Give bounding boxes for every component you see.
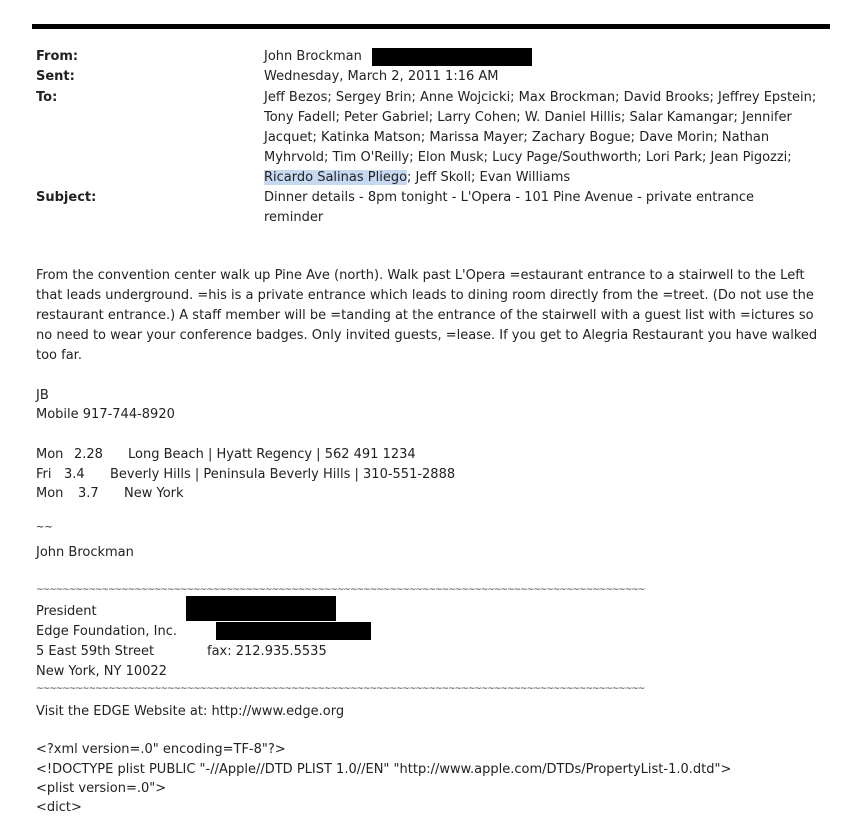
xml-line: <dict> [36,800,82,815]
to-line [264,168,824,188]
signature-street: 5 East 59th Street [36,644,155,659]
to-recipients [264,88,824,188]
schedule-date: 3.7 [78,486,99,501]
body-paragraph [36,266,826,366]
paragraph-line: restaurant entrance.) A staff member will be =tanding at the entrance of the stairwell with a guest list with =ictures so [36,308,814,323]
from-label: From: [36,49,79,64]
signature-city: New York, NY 10022 [36,664,167,679]
signature-title: President [36,604,97,619]
subject-line: reminder [264,210,324,225]
signature-org: Edge Foundation, Inc. [36,624,178,639]
schedule-place: Beverly Hills | Peninsula Beverly Hills | 310-551-2888 [110,467,456,482]
paragraph-line: no need to wear your conference badges. Only invited guests, =lease. If you get to Alegria Restaurant you have walked [36,328,818,343]
sender-name: John Brockman [36,545,134,560]
paragraph-line: too far. [36,348,82,363]
highlighted-recipient: Ricardo Salinas Pliego [264,170,408,185]
mobile-number: Mobile 917-744-8920 [36,407,175,422]
redaction-box [186,596,336,621]
schedule-place: New York [124,486,184,501]
paragraph-line: From the convention center walk up Pine Ave (north). Walk past L'Opera =estaurant entrance to a stairwell to the Left [36,268,805,283]
paragraph-line: that leads underground. =his is a private entrance which leads to dining room directly from the =treet. (Do not use the [36,288,814,303]
sent-value: Wednesday, March 2, 2011 1:16 AM [264,69,499,84]
tilde-divider: ~~~~~~~~~~~~~~~~~~~~~~~~~~~~~~~~~~~~~~~~~~~~~~~~~~~~~~~~~~~~~~~~~~~~~~~~~~~~~~~~~~~~~~~~~~~~~ [36,585,645,595]
to-line: Jeff Bezos; Sergey Brin; Anne Wojcicki; Max Brockman; David Brooks; Jeffrey Epstein; [264,90,817,105]
subject-value [264,188,824,228]
xml-line: <!DOCTYPE plist PUBLIC "-//Apple//DTD PLIST 1.0//EN" "http://www.apple.com/DTDs/PropertyList-1.0.dtd"> [36,762,732,777]
to-label: To: [36,90,58,105]
short-tilde: ~~ [36,522,53,533]
top-rule [32,24,830,29]
schedule-date: 3.4 [64,467,85,482]
from-value: John Brockman [264,49,362,64]
from-row [264,47,824,67]
schedule-day: Mon [36,447,64,462]
initials: JB [36,388,49,403]
subject-line: Dinner details - 8pm tonight - L'Opera - 101 Pine Avenue - private entrance [264,190,755,205]
redaction-box [372,48,532,66]
to-line: Tony Fadell; Peter Gabriel; Larry Cohen; W. Daniel Hillis; Salar Kamangar; Jennifer [264,110,792,125]
schedule-place: Long Beach | Hyatt Regency | 562 491 1234 [128,447,416,462]
website-line: Visit the EDGE Website at: http://www.edge.org [36,704,345,719]
to-line: Myhrvold; Tim O'Reilly; Elon Musk; Lucy Page/Southworth; Lori Park; Jean Pigozzi; [264,150,792,165]
signature-fax: fax: 212.935.5535 [207,644,327,659]
to-line: Jacquet; Katinka Matson; Marissa Mayer; Zachary Bogue; Dave Morin; Nathan [264,130,770,145]
xml-line: <plist version=.0"> [36,781,167,796]
schedule-day: Fri [36,467,52,482]
tilde-divider: ~~~~~~~~~~~~~~~~~~~~~~~~~~~~~~~~~~~~~~~~~~~~~~~~~~~~~~~~~~~~~~~~~~~~~~~~~~~~~~~~~~~~~~~~~~~~~ [36,684,645,694]
xml-line: <?xml version=.0" encoding=TF-8"?> [36,742,286,757]
schedule-date: 2.28 [74,447,103,462]
sent-label: Sent: [36,69,75,84]
schedule-day: Mon [36,486,64,501]
to-line-rest: ; Jeff Skoll; Evan Williams [407,170,571,185]
subject-label: Subject: [36,190,97,205]
redaction-box [216,622,371,640]
